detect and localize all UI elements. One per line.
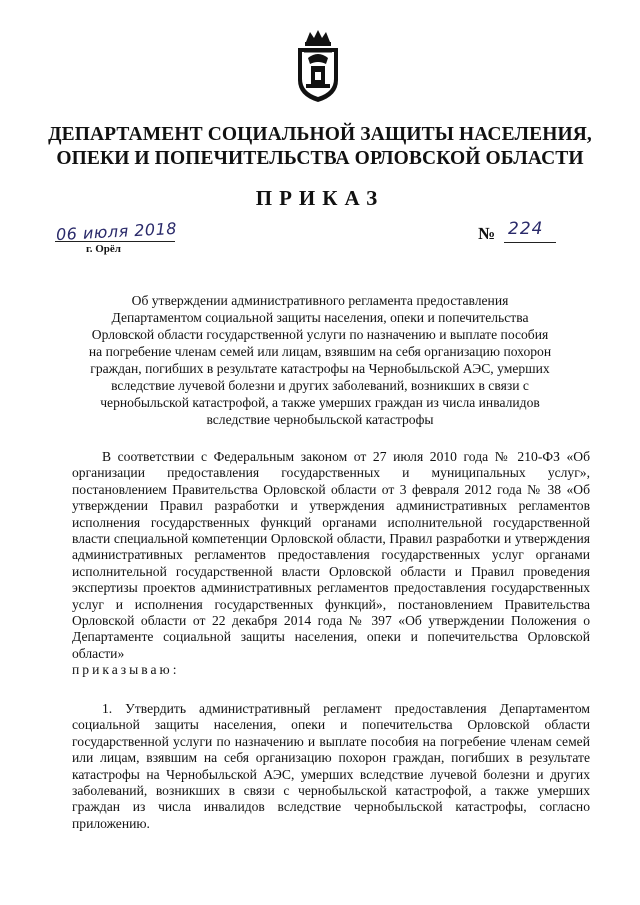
subject-line: вследствие лучевой болезни и других заболеваний, возникших в связи с	[111, 378, 529, 393]
handwritten-date: 06 июля 2018	[55, 218, 178, 245]
legal-basis-paragraph	[72, 449, 590, 679]
handwritten-order-number: 224	[508, 219, 544, 239]
order-item-text: 1. Утвердить административный регламент предоставления Департаментом социальной защиты населения, опеки и попечительства Орловской области государственной услуги по назначению и выплате пособия на погребение членам семей или лицам, взявшим на себя организацию похорон граждан, погибших в результате катастрофы на Чернобыльской АЭС, умерших вследствие лучевой болезни и других заболеваний, возникших в связи с чернобыльской катастрофой, а также умерших граждан из числа инвалидов вследствие чернобыльской катастрофы, согласно приложению.	[72, 701, 590, 831]
date-underline	[55, 241, 175, 242]
subject-line: на погребение членам семей или лицам, взявшим на себя организацию похорон	[88, 344, 552, 359]
department-name	[40, 123, 600, 171]
subject-line: граждан, погибших в результате катастрофы на Чернобыльской АЭС, умерших	[90, 361, 550, 376]
department-name-line2: ОПЕКИ И ПОПЕЧИТЕЛЬСТВА ОРЛОВСКОЙ ОБЛАСТИ	[56, 148, 584, 169]
department-name-line1: ДЕПАРТАМЕНТ СОЦИАЛЬНОЙ ЗАЩИТЫ НАСЕЛЕНИЯ,	[48, 124, 592, 145]
city-label: г. Орёл	[86, 243, 121, 255]
subject-line: Об утверждении административного регламента предоставления	[131, 293, 509, 308]
order-subject	[62, 292, 578, 428]
subject-line: Департаментом социальной защиты населения, опеки и попечительства	[111, 310, 529, 325]
order-item-1	[72, 701, 590, 832]
document-type-title: ПРИКАЗ	[255, 186, 385, 210]
legal-basis-text: В соответствии с Федеральным законом от 27 июля 2010 года № 210-ФЗ «Об организации предоставления государственных и муниципальных услуг», постановлением Правительства Орловской области от 3 февраля 2012 года № 38 «Об утверждении Правил разработки и утверждения административных регламентов исполнения государственных функций органами исполнительной государственной власти специальной компетенции Орловской области, Правил разработки и утверждения административных регламентов предоставления государственных услуг органами исполнительной государственной власти Орловской области и Правил проведения экспертизы проектов административных регламентов предоставления государственных услуг и исполнения государственных функций», постановлением Правительства Орловской области от 22 декабря 2014 года № 397 «Об утверждении Положения о Департаменте социальной защиты населения, опеки и попечительства Орловской области»	[72, 449, 590, 661]
subject-line: чернобыльской катастрофой, а также умерших граждан из числа инвалидов	[100, 395, 540, 410]
subject-line: Орловской области государственной услуги по назначению и выплате пособия	[91, 327, 549, 342]
order-verb: приказываю:	[72, 662, 180, 678]
order-number-label: №	[478, 224, 496, 243]
coat-of-arms-icon	[292, 28, 344, 104]
subject-line: вследствие чернобыльской катастрофы	[206, 412, 434, 427]
number-underline	[504, 242, 556, 243]
coat-of-arms-graphic	[292, 28, 344, 104]
